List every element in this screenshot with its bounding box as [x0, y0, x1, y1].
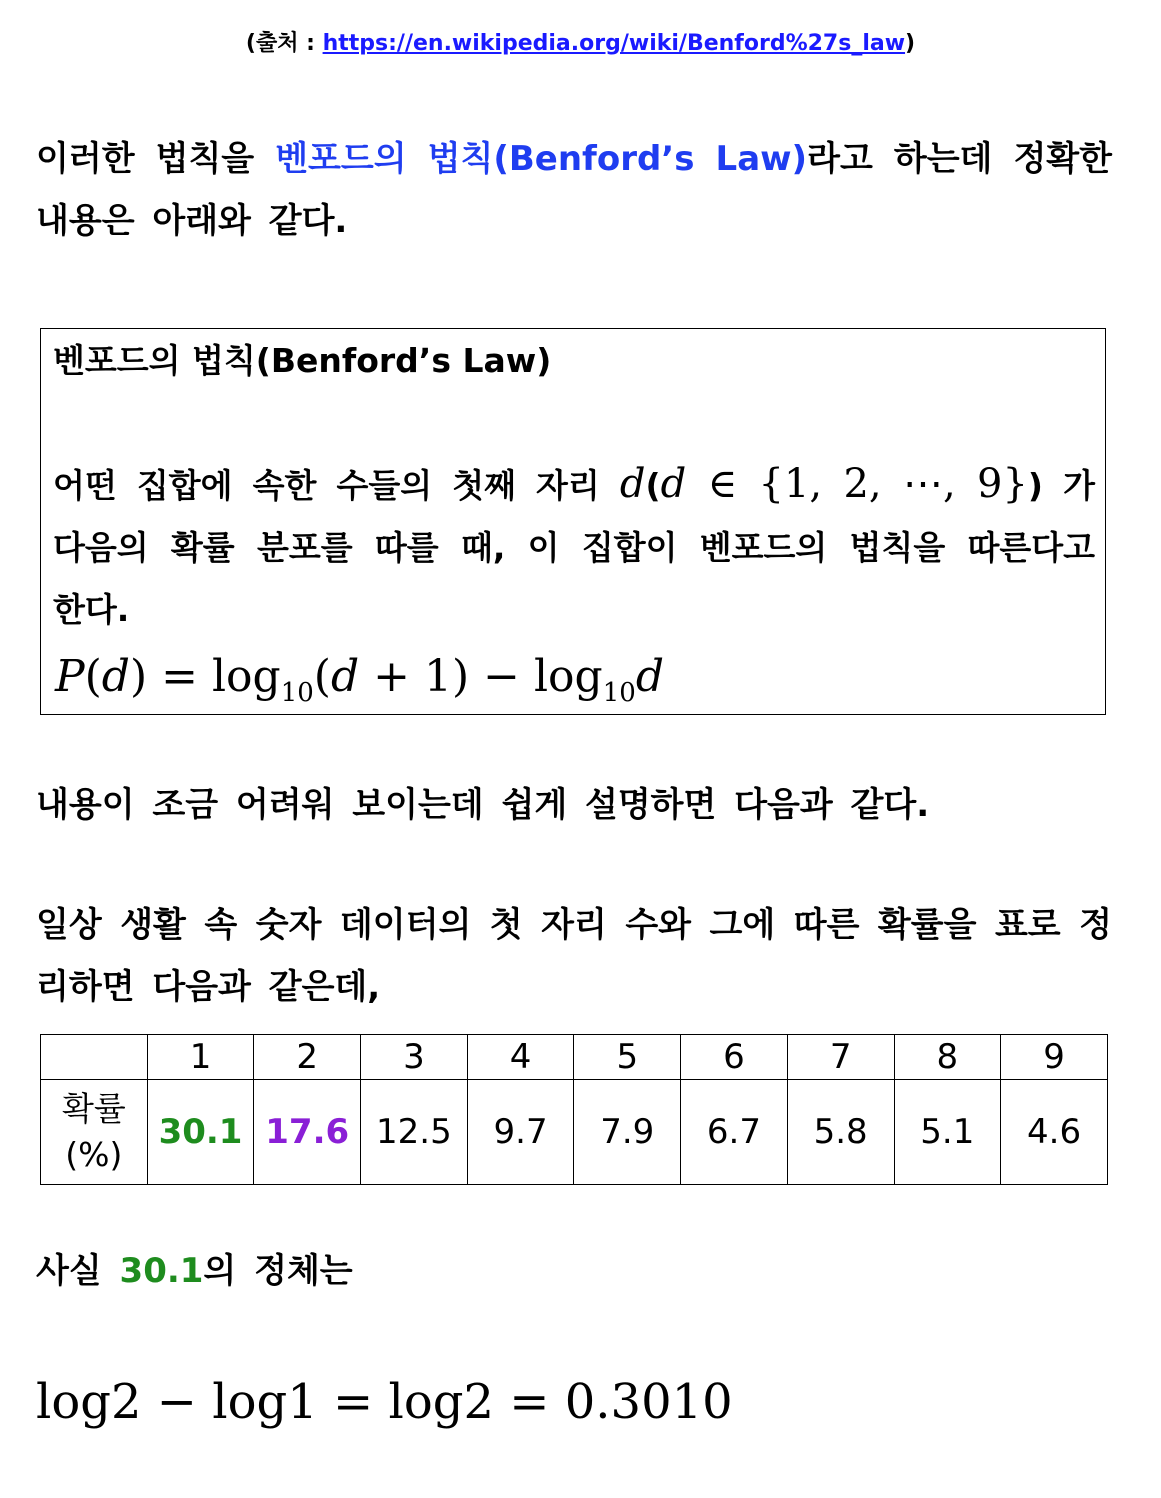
digit-cell: 7 — [787, 1035, 894, 1080]
intro-text-1: 이러한 법칙을 — [36, 139, 276, 179]
digit-cell: 3 — [361, 1035, 468, 1080]
table-corner-cell — [41, 1035, 148, 1080]
value-cell: 7.9 — [574, 1080, 681, 1185]
intro-text-2: 라고 하는데 정확한 내용은 아래와 같다. — [36, 139, 1112, 241]
definition-text — [53, 453, 1095, 641]
definition-box — [40, 328, 1106, 715]
source-citation — [0, 26, 1161, 57]
value-cell: 17.6 — [254, 1080, 361, 1185]
row-header-cell — [41, 1080, 148, 1185]
value-cell: 30.1 — [147, 1080, 254, 1185]
table-header-row — [41, 1035, 1108, 1080]
intro-highlight: 벤포드의 법칙(Benford’s Law) — [275, 139, 808, 179]
digit-cell: 4 — [467, 1035, 574, 1080]
formula-eq-log: = log — [147, 651, 281, 702]
value-cell: 9.7 — [467, 1080, 574, 1185]
digit-cell: 1 — [147, 1035, 254, 1080]
definition-text-1: 어떤 집합에 속한 수들의 첫째 자리 — [53, 466, 620, 505]
value-cell: 12.5 — [361, 1080, 468, 1185]
value-cell: 4.6 — [1001, 1080, 1108, 1185]
formula-paren: ( — [313, 651, 331, 702]
set-open: ( — [645, 466, 661, 505]
formula-d3: d — [635, 651, 664, 702]
row-header-line-2: (%) — [65, 1135, 123, 1174]
conclusion-value: 30.1 — [119, 1251, 204, 1291]
math-var-d: d — [619, 461, 646, 507]
set-close: ) — [1027, 466, 1043, 505]
digit-cell: 2 — [254, 1035, 361, 1080]
table-intro-paragraph: 일상 생활 속 숫자 데이터의 첫 자리 수와 그에 따른 확률을 표로 정리하면 다음과 같은데, — [36, 905, 1112, 1007]
formula-d1: d — [101, 651, 130, 702]
formula-base-1: 10 — [280, 678, 314, 708]
conclusion-paragraph — [36, 1240, 1112, 1302]
row-header-line-1: 확률 — [61, 1089, 126, 1128]
conclusion-prefix: 사실 — [36, 1251, 120, 1291]
digit-cell: 9 — [1001, 1035, 1108, 1080]
definition-text-2: 가 다음의 확률 분포를 따를 때, 이 집합이 벤포드의 법칙을 따른다고 한다. — [53, 466, 1095, 629]
benford-formula: $P(d) = \log_{10}(d + 1) - \log_{10}d$ — [55, 651, 664, 708]
source-suffix: ) — [905, 31, 916, 56]
log-equation: log2 − log1 = log2 = 0.3010 — [36, 1374, 733, 1430]
formula-p: P — [55, 651, 85, 702]
conclusion-suffix: 의 정체는 — [203, 1251, 353, 1291]
formula-minus-log: + 1) − log — [359, 651, 603, 702]
digit-cell: 8 — [894, 1035, 1001, 1080]
source-link[interactable]: https://en.wikipedia.org/wiki/Benford%27s_law — [322, 31, 906, 56]
formula-d2: d — [330, 651, 360, 702]
set-expression: ∈ {1, 2, ⋯, 9} — [686, 461, 1028, 507]
explain-paragraph: 내용이 조금 어려워 보이는데 쉽게 설명하면 다음과 같다. — [36, 785, 930, 825]
digit-cell: 5 — [574, 1035, 681, 1080]
value-cell: 5.8 — [787, 1080, 894, 1185]
value-cell: 6.7 — [681, 1080, 788, 1185]
set-var-d: d — [660, 461, 687, 507]
probability-table — [40, 1034, 1108, 1185]
definition-title: 벤포드의 법칙(Benford’s Law) — [53, 341, 552, 380]
digit-cell: 6 — [681, 1035, 788, 1080]
intro-paragraph — [36, 128, 1112, 252]
table-value-row — [41, 1080, 1108, 1185]
source-prefix: (출처 : — [245, 31, 323, 56]
value-cell: 5.1 — [894, 1080, 1001, 1185]
formula-base-2: 10 — [602, 678, 636, 708]
